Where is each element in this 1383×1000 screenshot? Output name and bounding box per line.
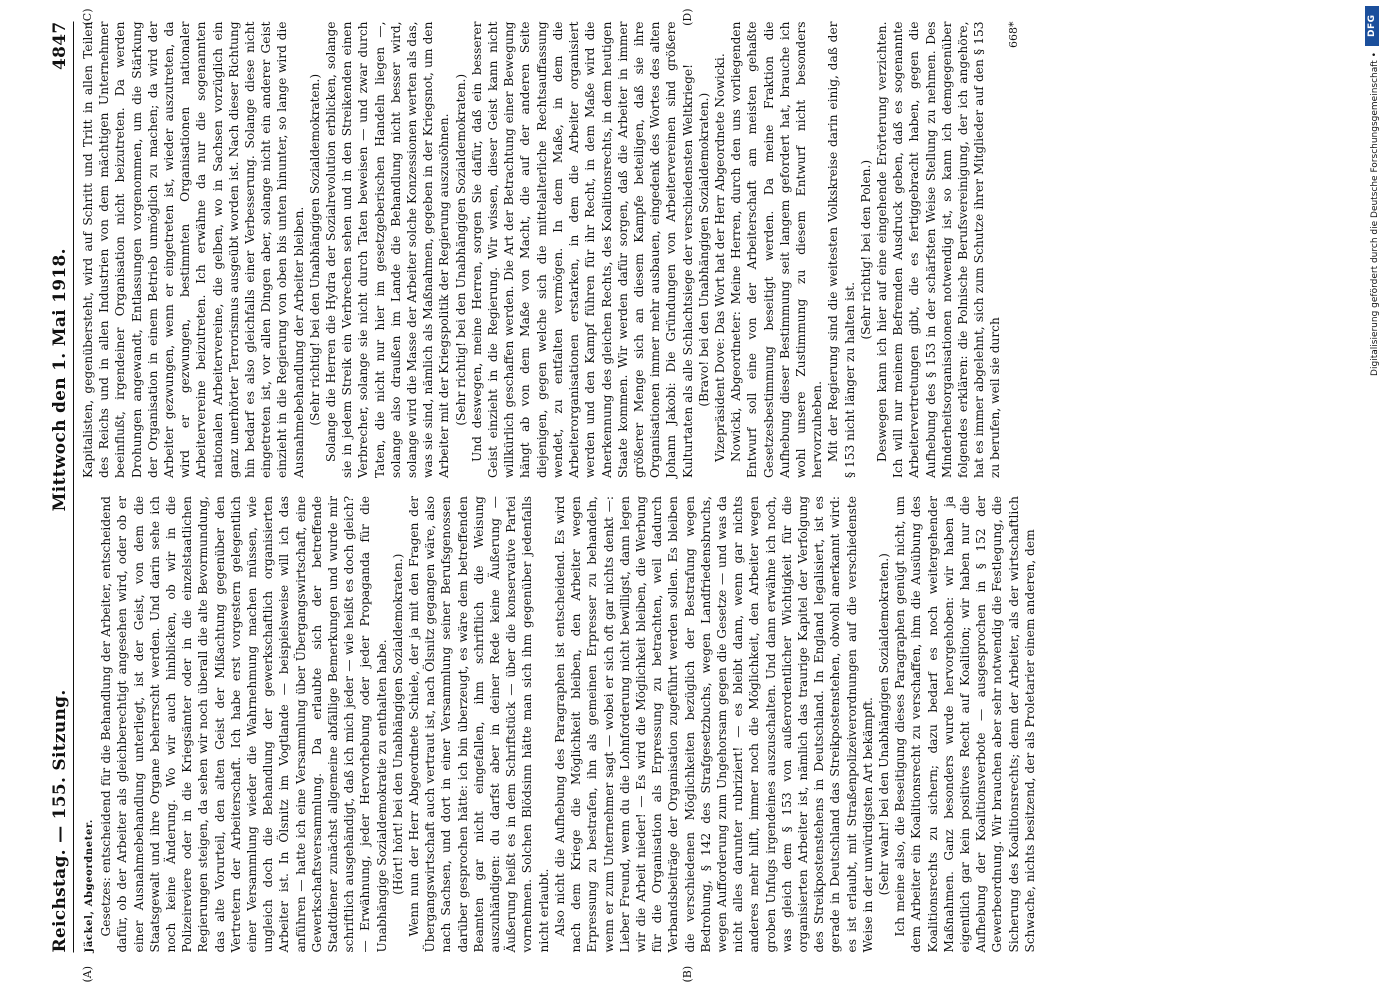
paragraph: Nowicki, Abgeordneter: Meine Herren, durch den uns vorliegenden Entwurf soll eine von der Arbeiterschaft am meisten gehaßte Gesetzesbestimmung beseitigt werden. Da meine Fraktion die Aufhebung dieser Bestimmung seit langem gefordert hat, brauche ich wohl unsere Zustimmung zu diesem Entwurf nicht besonders hervorzuheben. (728, 21, 824, 478)
interjection: (Sehr richtig! bei den Polen.) (858, 159, 873, 340)
dfg-logo: DFG (1365, 6, 1379, 46)
paragraph: Kapitalisten, gegenübersteht, wird auf Schritt und Tritt in allen Teilen des Reichs und in allen Industrien von dem mächtigen Unternehmer beeinflußt, irgendeiner Organisation nicht beizutreten. Da werden Drohungen angewandt, Entlassungen vorgenommen, um die Stärkung der Organisation in einem Betrieb unmöglich zu machen; da wird der Arbeiter gezwungen, wenn er eingetreten ist, wieder auszutreten, da wird er gezwungen, bestimmten Organisationen nationaler Arbeitervereine beizutreten. Ich erwähne da nur die sogenannten nationalen Arbeitervereine, die gelben, wo in Sachsen vorzüglich ein ganz unerhörter Terrorismus ausgeübt worden ist. Nach dieser Richtung hin bedarf es also gleichfalls einer Verbesserung. Solange diese nicht eingetreten ist, vor allen Dingen aber, solange nicht ein anderer Geist einzieht in die Regierung von oben bis unten hinunter, so lange wird die Ausnahmebehandlung der Arbeiter bleiben. (80, 21, 306, 478)
paragraph: Und deswegen, meine Herren, sorgen Sie dafür, daß ein besserer Geist einzieht in die Regierung. Wir wissen, dieser Geist kann nicht willkürlich geschaffen werden. Die Art der Betrachtung einer Bewegung hängt ab von dem Maße von Macht, die auf der anderen Seite diejenigen, gegen welche sich die mittelalterliche Rechtsauffassung wendet, zu entfalten vermögen. In dem Maße, in dem die Arbeiterorganisationen erstarken, in dem die Arbeiter organisiert werden und den Kampf führen für ihr Recht, in dem Maße wird die Anerkennung des gleichen Rechts, des Koalitionsrechts, in dem heutigen Staate kommen. Wir werden dafür sorgen, daß die Arbeiter in immer größerer Menge sich an diesem Kampfe beteiligen, daß sie ihre Organisationen immer mehr ausbauen, eingedenk des Wortes des alten Johann Jakobi: Die Gründungen von Arbeitervereinen sind größere Kulturtaten als alle Schlachtsiege der verschiedensten Weltkriege! (469, 21, 695, 478)
interjection: (Hört! hört! bei den Unabhängigen Sozialdemokraten.) (390, 553, 405, 895)
paragraph: Gesetzes: entscheidend für die Behandlung der Arbeiter, entscheidend dafür, ob der Arbeiter als gleichberechtigt angesehen wird, oder ob er einer Ausnahmebehandlung unterliegt, ist der Geist, von dem die Staatsgewalt und ihre Organe beherrscht werden. Und darin sehe ich noch keine Änderung. Wo wir auch hinblicken, ob wir in die Polizeireviere oder in die Kriegsämter oder in die einzelstaatlichen Regierungen steigen, da sehen wir noch überall die alte Bevormundung, das alte Vorurteil, den alten Geist der Mißachtung gegenüber den Vertretern der Arbeiterschaft. Ich habe erst vorgestern gelegentlich einer Versammlung wieder die Wahrnehmung machen müssen, wie ungleich doch die Behandlung der gewerkschaftlich organisierten Arbeiter ist. In Ölsnitz im Vogtlande — beispielsweise will ich das anführen — hatte ich eine Versammlung über Übergangswirtschaft, eine Gewerkschaftsversammlung. Da erlaubte sich der betreffende Stadtdiener zunächst allgemeine abfällige Bemerkungen und wurde mir schriftlich ausgehändigt, daß ich mich jeder — wie heißt es doch gleich? — Erwähnung, jeder Hervorhebung oder jeder Propaganda für die Unabhängige Sozialdemokratie zu enthalten habe. (98, 496, 389, 953)
paragraph: Wenn nun der Herr Abgeordnete Schiele, der ja mit den Fragen der Übergangswirtschaft auch vertraut ist, nach Ölsnitz gegangen wäre, also nach Sachsen, und dort in einer Versammlung seiner Berufsgenossen darüber gesprochen hätte: ich bin überzeugt, es wäre dem betreffenden Beamten gar nicht eingefallen, ihm schriftlich die Weisung auszuhändigen: du darfst aber in deiner Rede keine Äußerung — Äußerung heißt es in dem Schriftstück — über die konservative Partei vornehmen. Solchen Blödsinn hätte man sich ihm gegenüber jedenfalls nicht erlaubt. (406, 496, 551, 953)
header-left: Reichstag. — 155. Sitzung. (49, 689, 70, 953)
paragraph: Mit der Regierung sind die weitesten Volkskreise darin einig, daß der § 153 nicht länger zu halten ist. (825, 21, 857, 478)
margin-mark-c: (C) (80, 8, 94, 26)
interjection: (Sehr richtig! bei den Unabhängigen Sozialdemokraten.) (453, 73, 468, 426)
presiding-remark: Vizepräsident Dove: Das Wort hat der Herr Abgeordnete Nowicki. (712, 53, 727, 462)
paragraph: Deswegen kann ich hier auf eine eingehende Erörterung verzichten. Ich will nur meinem Befremden Ausdruck geben, daß es sogenannte Arbeitervertretungen gibt, die es fertiggebracht haben, gegen die Aufhebung des § 153 in der schärfsten Weise Stellung zu nehmen. Des Minderheitsorganisationen notwendig ist, so kann ich demgegenüber folgendes erklären: die Polnische Berufsvereinigung, der ich angehöre, hat es immer abgelehnt, sich zum Schutze ihrer Mitglieder auf den § 153 zu berufen, weil sie durch (874, 21, 1002, 478)
margin-mark-d: (D) (680, 8, 694, 26)
page-header (50, 22, 74, 953)
interjection: (Bravo! bei den Unabhängigen Sozialdemokraten.) (696, 92, 711, 407)
speaker-line: Jäckel, Abgeordneter. (83, 819, 95, 953)
interjection: (Sehr richtig! bei den Unabhängigen Sozialdemokraten.) (307, 73, 322, 426)
paragraph: Solange die Herren die Hydra der Sozialrevolution erblicken, solange sie in jedem Streik ein Verbrechen sehen und in den Streikenden einen Verbrecher, solange sie nicht durch Taten beweisen — und zwar durch Taten, die nicht nur hier im gesetzgeberischen Handeln liegen —, solange also draußen im Lande die Behandlung nicht besser wird, solange wird die Masse der Arbeiter solche Konzessionen werten als das, was sie sind, nämlich als Maßnahmen, gegeben in der Kriegsnot, um den Arbeiter mit der Kriegspolitik der Regierung auszusöhnen. (323, 21, 451, 478)
left-column (80, 496, 1316, 983)
document-page (42, 8, 1342, 993)
interjection: (Sehr wahr! bei den Unabhängigen Sozialdemokraten.) (876, 553, 891, 896)
dfg-strip (1361, 0, 1383, 1000)
dfg-notice: Digitalisierung gefördert durch die Deutsche Forschungsgemeinschaft • (1370, 52, 1380, 376)
page-reference: 668* (1006, 21, 1020, 48)
margin-mark-a: (A) (80, 965, 94, 983)
paragraph: Also nicht die Aufhebung des Paragraphen ist entscheidend. Es wird nach dem Kriege die Möglichkeit bleiben, den Arbeiter wegen Erpressung zu bestrafen, ihn als gemeinen Erpresser zu behandeln, wenn er zum Unternehmer sagt — wobei er sich oft gar nichts denkt —: Lieber Freund, wenn du die Lohnforderung nicht bewilligst, dann legen wir die Arbeit nieder! — Es wird die Möglichkeit bleiben, die Werbung für die Organisation als Erpressung zu betrachten, weil dadurch Verbandsbeiträge der Organisation zugeführt werden sollen. Es bleiben die verschiedenen Möglichkeiten bezüglich der Bestrafung wegen Bedrohung, § 142 des Strafgesetzbuchs, wegen Landfriedensbruchs, wegen Aufforderung zum Ungehorsam gegen die Gesetze — und was da nicht alles darunter rubriziert! — es bleibt dann, wenn gar nichts anderes mehr hilft, immer noch die Möglichkeit, den Arbeiter wegen groben Unfugs irgendeines auszuschalten. Und dann erwähne ich noch, was gleich dem § 153 von außerordentlicher Wichtigkeit für die organisierten Arbeiter ist, nämlich das traurige Kapitel der Verfolgung des Streikpostenstehens in Deutschland. In England legalisiert, ist es gerade in Deutschland das Streikpostenstehen, obwohl anerkannt wird: es ist erlaubt, mit Straßenpolizeiverordnungen auf die verschiedenste Weise in der unwürdigsten Art bekämpft. (552, 496, 875, 953)
text-columns (80, 8, 1316, 983)
page-number: 4847 (49, 21, 70, 71)
margin-mark-b: (B) (680, 965, 694, 983)
header-date: Mittwoch den 1. Mai 1918. (49, 248, 70, 512)
right-column (80, 8, 1316, 479)
paragraph: Ich meine also, die Beseitigung dieses Paragraphen genügt nicht, um dem Arbeiter ein Koalitionsrecht zu verschaffen, ihm die Ausübung des Koalitionsrechts zu sichern; dazu bedarf es noch weitergehender Maßnahmen. Ganz besonders wurde hervorgehoben: wir haben ja eigentlich gar kein positives Recht auf Koalition; wir haben nur die Aufhebung der Koalitionsverbote — ausgesprochen in § 152 der Gewerbeordnung. Wir brauchen aber sehr notwendig die Festlegung, die Sicherung des Koalitionsrechts; denn der Arbeiter, als der wirtschaftlich Schwache, nichts besitzend, der als Proletarier einem anderen, dem (892, 496, 1037, 953)
